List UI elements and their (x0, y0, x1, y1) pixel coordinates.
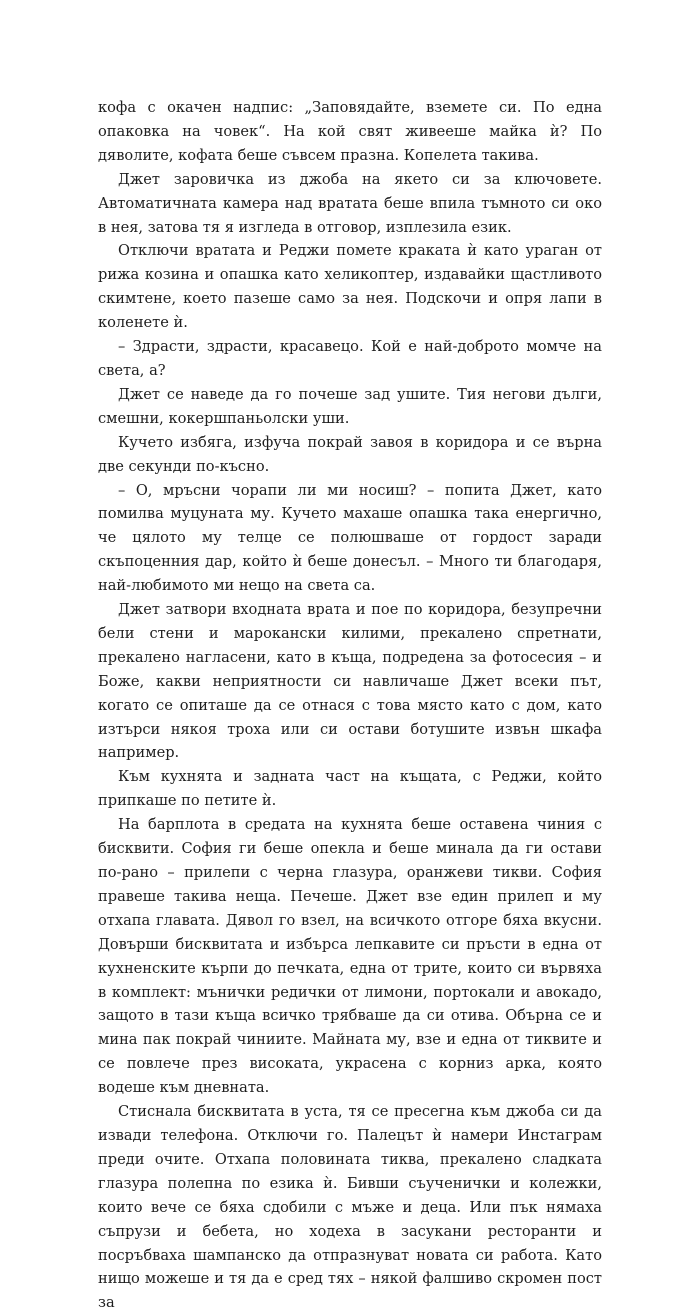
paragraph: Джет затвори входната врата и пое по коридора, безупречни бели стени и марокански килими, прекалено спретнати, прекалено нагласени, като в къща, подредена за фотосесия – и Боже, какви неприятности си навличаше Джет всеки път, когато се опиташе да се отнася с това място като с дом, като изтърси някоя троха или си остави ботушите извън шкафа например. (98, 601, 602, 762)
paragraph: Джет се наведе да го почеше зад ушите. Тия негови дълги, смешни, кокершпаньолски уши. (98, 385, 602, 427)
page-text (98, 96, 602, 1315)
paragraph: Джет заровичка из джоба на якето си за ключовете. Автоматичната камера над вратата беше впила тъмното си око в нея, затова тя я изгледа в отговор, изплезила език. (98, 170, 602, 236)
paragraph: кофа с окачен надпис: „Заповядайте, вземете си. По една опаковка на човек“. На кой свят живееше майка ѝ? По дяволите, кофата беше съвсем празна. Копелета такива. (98, 99, 602, 164)
paragraph: – Здрасти, здрасти, красавецо. Кой е най-доброто момче на света, а? (98, 338, 602, 379)
paragraph: Кучето избяга, изфуча покрай завоя в коридора и се върна две секунди по-късно. (98, 433, 602, 475)
paragraph: Отключи вратата и Реджи помете краката ѝ като ураган от рижа козина и опашка като хеликоптер, издавайки щастливото скимтене, което пазеше само за нея. Подскочи и опря лапи в коленете ѝ. (98, 242, 602, 332)
paragraph: На барплота в средата на кухнята беше оставена чиния с бисквити. София ги беше опекла и беше минала да ги остави по-рано – прилепи с черна глазура, оранжеви тикви. София правеше такива неща. Печеше. Джет взе един прилеп и му отхапа главата. Дявол го взел, на всичкото отгоре бяха вкусни. Довърши бисквитата и избърса лепкавите си пръсти в една от кухненските кърпи до печката, една от трите, които си вървяха в комплект: мънички редички от лимони, портокали и авокадо, защото в тази къща всичко трябваше да си отива. Обърна се и мина пак покрай чиниите. Майната му, взе и една от тиквите и се повлече през високата, украсена с корниз арка, която водеше към дневната. (98, 816, 602, 1097)
paragraph: Стиснала бисквитата в уста, тя се пресегна към джоба си да извади телефона. Отключи го. Палецът ѝ намери Инстаграм преди очите. Отхапа половината тиква, прекалено сладката глазура полепна по езика ѝ. Бивши съученички и колежки, които вече се бяха сдобили с мъже и деца. Или пък нямаха съпрузи и бебета, но ходеха в засукани ресторанти и посръбваха шампанско да отпразнуват новата си работа. Като нищо можеше и тя да е сред тях – някой фалшиво скромен пост за (98, 1103, 602, 1312)
paragraph: Към кухнята и задната част на къщата, с Реджи, който припкаше по петите ѝ. (98, 768, 602, 810)
paragraph: – О, мръсни чорапи ли ми носиш? – попита Джет, като помилва муцуната му. Кучето махаше опашка така енергично, че цялото му телце се полюшваше от гордост заради скъпоценния дар, който ѝ беше донесъл. – Много ти благодаря, най-любимото ми нещо на света са. (98, 481, 602, 595)
